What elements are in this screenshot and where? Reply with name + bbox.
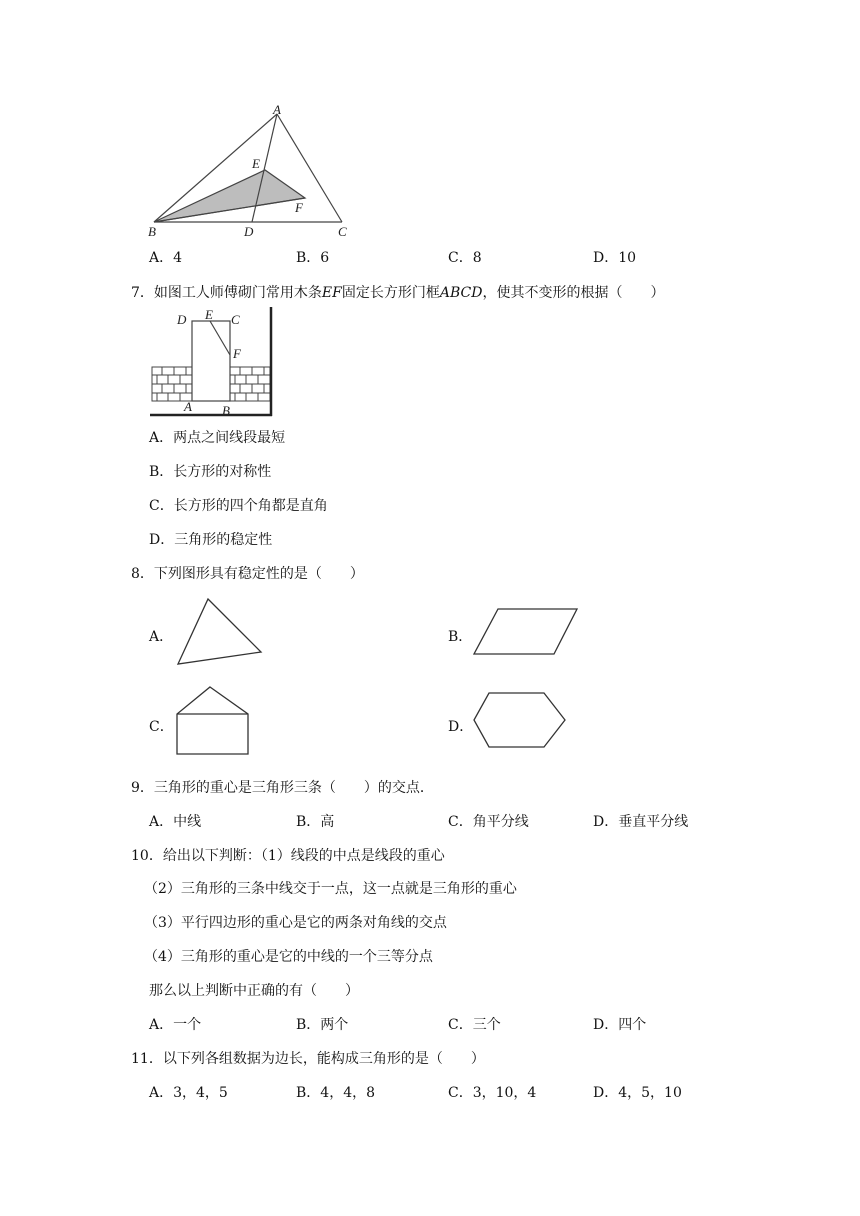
q9-option-d: D．垂直平分线 bbox=[593, 814, 689, 830]
q7-option-a: A．两点之间线段最短 bbox=[149, 430, 286, 446]
label-d: D bbox=[244, 224, 254, 239]
label-c: C bbox=[231, 312, 240, 327]
label-b: B bbox=[148, 224, 156, 239]
q10-item-2: （2）三角形的三条中线交于一点，这一点就是三角形的重心 bbox=[144, 881, 517, 897]
q8-parallelogram-shape bbox=[470, 604, 582, 660]
q8-option-c-letter: C． bbox=[149, 719, 174, 735]
q8-option-b-letter: B． bbox=[448, 629, 473, 645]
q10-option-b: B．两个 bbox=[296, 1017, 349, 1033]
q7-var-abcd: ABCD bbox=[439, 285, 483, 301]
label-f: F bbox=[233, 346, 241, 361]
q6-option-b: B．6 bbox=[296, 250, 330, 266]
q10-stem: 10．给出以下判断：（1）线段的中点是线段的重心 bbox=[131, 848, 445, 864]
q7-text-a: 如图工人师傅砌门常用木条 bbox=[153, 285, 322, 301]
label-c: C bbox=[338, 224, 347, 239]
label-e: E bbox=[205, 307, 213, 322]
label-a: A bbox=[184, 399, 192, 414]
q8-stem: 8．下列图形具有稳定性的是（ ） bbox=[131, 566, 364, 582]
q8-hexagon-shape bbox=[470, 690, 570, 752]
shaded-triangle-bef bbox=[154, 170, 305, 222]
q7-stem bbox=[131, 282, 664, 302]
q11-option-d: D．4，5，10 bbox=[593, 1085, 682, 1101]
q10-option-d: D．四个 bbox=[593, 1017, 647, 1033]
q8-house-pentagon-shape bbox=[172, 684, 254, 760]
label-f: F bbox=[295, 200, 303, 215]
q8-triangle-shape bbox=[172, 596, 264, 668]
q9-option-a: A．中线 bbox=[149, 814, 202, 830]
q6-option-c: C．8 bbox=[448, 250, 482, 266]
q6-option-a: A．4 bbox=[149, 250, 183, 266]
q7-text-c: ，使其不变形的根据（ ） bbox=[482, 285, 665, 301]
q6-option-d: D．10 bbox=[593, 250, 637, 266]
q10-item-4: （4）三角形的重心是它的中线的一个三等分点 bbox=[144, 949, 433, 965]
label-b: B bbox=[222, 403, 230, 418]
label-a: A bbox=[273, 102, 281, 117]
q11-option-c: C．3，10，4 bbox=[448, 1085, 537, 1101]
q11-stem: 11．以下列各组数据为边长，能构成三角形的是（ ） bbox=[131, 1051, 485, 1067]
q8-option-d-letter: D． bbox=[448, 719, 474, 735]
q7-var-ef: EF bbox=[321, 285, 342, 301]
q10-option-c: C．三个 bbox=[448, 1017, 501, 1033]
q10-question: 那么以上判断中正确的有（ ） bbox=[149, 983, 359, 999]
q10-item-3: （3）平行四边形的重心是它的两条对角线的交点 bbox=[144, 915, 447, 931]
q7-option-c: C．长方形的四个角都是直角 bbox=[149, 498, 328, 514]
q11-option-b: B．4，4，8 bbox=[296, 1085, 376, 1101]
q7-number: 7． bbox=[131, 285, 154, 301]
q7-text-b: 固定长方形门框 bbox=[341, 285, 440, 301]
q8-option-a-letter: A． bbox=[149, 629, 174, 645]
q7-option-b: B．长方形的对称性 bbox=[149, 464, 272, 480]
q10-option-a: A．一个 bbox=[149, 1017, 202, 1033]
label-e: E bbox=[252, 156, 260, 171]
q9-stem: 9．三角形的重心是三角形三条（ ）的交点． bbox=[131, 780, 434, 796]
q9-option-c: C．角平分线 bbox=[448, 814, 529, 830]
q7-door-figure bbox=[146, 305, 276, 420]
q11-option-a: A．3，4，5 bbox=[149, 1085, 228, 1101]
q7-option-d: D．三角形的稳定性 bbox=[149, 532, 273, 548]
label-d: D bbox=[177, 312, 187, 327]
q6-triangle-figure bbox=[140, 100, 360, 240]
q9-option-b: B．高 bbox=[296, 814, 335, 830]
